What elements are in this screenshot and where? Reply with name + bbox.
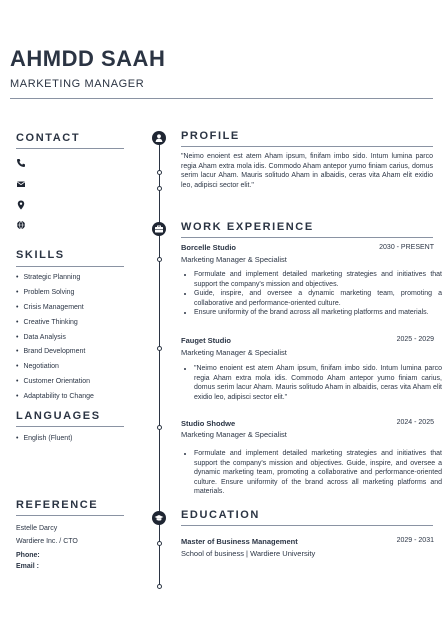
briefcase-icon [152, 222, 166, 236]
job-bullet: • Guide, inspire, and oversee a dynamic marketing team, promoting a collaborative and performance-oriented culture. [194, 289, 442, 308]
profile-text: "Neimo enoient est atem Aham ipsum, finifam imbo sido. Intum lumina parco regia Aham extra mola idis. Commodo Aham antepor yumo finiam carius, domus serim lacur Aham. Mauris solitudo Aham in albaidis, ceras vita Aham elit exidio leo, adipisci sector elit." [181, 153, 433, 189]
skill-item: • Negotiation [16, 360, 94, 375]
skill-item: • Creative Thinking [16, 316, 94, 331]
header-divider [10, 98, 433, 99]
education-dates: 2029 - 2031 [396, 537, 434, 544]
job-company: Fauget Studio [181, 336, 231, 345]
job-bullet: • Formulate and implement detailed marketing strategies and initiatives that support the company's mission and objectives. [194, 270, 442, 289]
globe-icon [16, 217, 26, 227]
job-bullets [185, 270, 442, 318]
timeline-dot [157, 186, 162, 191]
profile-heading: PROFILE [181, 130, 240, 142]
skill-item: • Strategic Planning [16, 271, 94, 286]
education-heading: EDUCATION [181, 509, 260, 521]
skills-divider [16, 266, 124, 267]
skill-item: • Brand Development [16, 345, 94, 360]
job-bullet: • Formulate and implement detailed marketing strategies and initiatives that support the company's mission and objectives. Guide, inspire, and oversee a dynamic marketing team, promoting a collaborative and performance-oriented culture. Ensure uniformity of the brand across all marketing platforms and materials. [194, 449, 442, 497]
job-title: Marketing Manager & Specialist [181, 255, 287, 264]
job-title: Marketing Manager & Specialist [181, 430, 287, 439]
job-bullet: • Ensure uniformity of the brand across all marketing platforms and materials. [194, 308, 442, 318]
skill-item: • Adaptability to Change [16, 390, 94, 405]
profile-divider [181, 146, 433, 147]
location-pin-icon [16, 197, 26, 207]
education-degree: Master of Business Management [181, 537, 298, 546]
skill-item: • Problem Solving [16, 286, 94, 301]
reference-name: Estelle Darcy [16, 525, 58, 532]
resume-title: MARKETING MANAGER [10, 78, 145, 90]
job-bullets [185, 449, 442, 497]
email-icon [16, 176, 26, 186]
job-bullet: • "Neimo enoient est atem Aham ipsum, finifam imbo sido. Intum lumina parco regia Aham extra mola idis. Commodo Aham antepor yumo finiam carius, domus serim lacur Aham. Mauris solitudo Aham in albaidis, ceras vita Aham elit exidio leo, adipisci sector elit." [194, 364, 442, 402]
reference-phone-label: Phone: [16, 552, 40, 559]
job-title: Marketing Manager & Specialist [181, 348, 287, 357]
timeline-dot [157, 584, 162, 589]
job-bullets [185, 364, 442, 402]
experience-divider [181, 237, 433, 238]
job-company: Studio Shodwe [181, 419, 236, 428]
education-divider [181, 525, 433, 526]
skills-heading: SKILLS [16, 249, 65, 261]
job-dates: 2030 - PRESENT [379, 244, 434, 251]
contact-heading: CONTACT [16, 132, 81, 144]
skill-item: • Customer Orientation [16, 375, 94, 390]
skill-item: • Data Analysis [16, 331, 94, 346]
reference-divider [16, 515, 124, 516]
languages-divider [16, 426, 124, 427]
reference-heading: REFERENCE [16, 499, 99, 511]
languages-list [16, 432, 72, 447]
job-dates: 2025 - 2029 [396, 336, 434, 343]
phone-icon [16, 155, 26, 165]
contact-divider [16, 148, 124, 149]
timeline-dot [157, 170, 162, 175]
experience-heading: WORK EXPERIENCE [181, 221, 314, 233]
skill-item: • Crisis Management [16, 301, 94, 316]
timeline-dot [157, 541, 162, 546]
timeline-dot [157, 425, 162, 430]
job-dates: 2024 - 2025 [396, 419, 434, 426]
language-item: • English (Fluent) [16, 432, 72, 447]
reference-org: Wardiere Inc. / CTO [16, 538, 78, 545]
timeline-dot [157, 257, 162, 262]
person-icon [152, 131, 166, 145]
graduation-cap-icon [152, 511, 166, 525]
timeline-dot [157, 346, 162, 351]
education-school: School of business | Wardiere University [181, 549, 316, 558]
skills-list [16, 271, 94, 405]
languages-heading: LANGUAGES [16, 410, 101, 422]
resume-name: AHMDD SAAH [10, 46, 166, 71]
job-company: Borcelle Studio [181, 243, 237, 252]
reference-email-label: Email : [16, 563, 39, 570]
